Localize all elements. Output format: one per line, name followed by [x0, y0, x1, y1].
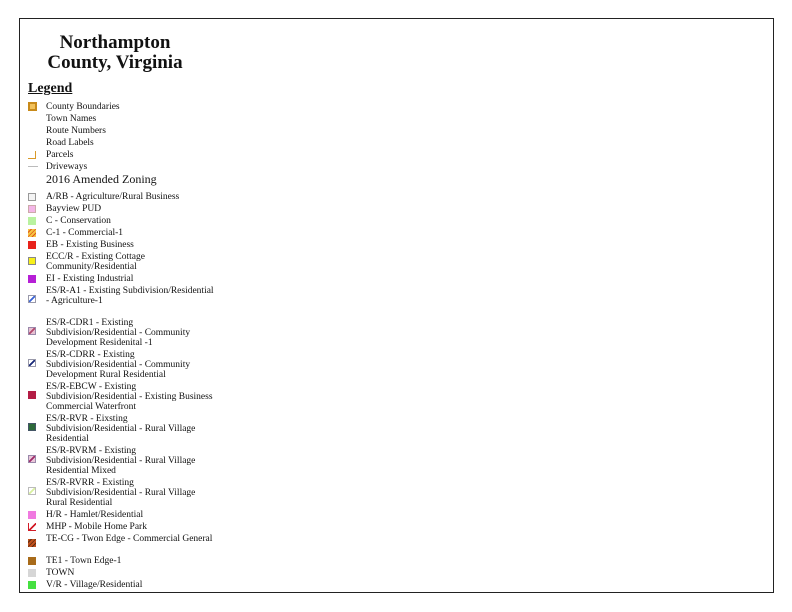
zoning-swatch [28, 229, 36, 237]
title-line-1: Northampton [59, 32, 171, 53]
zoning-swatch [28, 241, 36, 249]
zoning-swatch [28, 327, 36, 335]
zoning-swatch [28, 275, 36, 283]
zoning-swatch [28, 257, 36, 265]
zoning-swatch [28, 511, 36, 519]
zoning-swatch [28, 487, 36, 495]
zoning-swatch [28, 359, 36, 367]
county-boundary-icon [28, 102, 37, 111]
map-title [30, 33, 200, 73]
zoning-swatch [28, 217, 36, 225]
title-line-2: County, Virginia [47, 52, 183, 73]
zoning-swatch [28, 295, 36, 303]
zoning-swatch [28, 423, 36, 431]
zoning-swatch [28, 391, 36, 399]
parcel-icon [28, 151, 36, 159]
zoning-swatch [28, 205, 36, 213]
legend-heading: Legend [28, 81, 73, 96]
zoning-swatch [28, 193, 36, 201]
zoning-swatch [28, 581, 36, 589]
zoning-swatch [28, 455, 36, 463]
zoning-swatch [28, 569, 36, 577]
zoning-swatch [28, 523, 36, 531]
zoning-swatch [28, 539, 36, 547]
zoning-swatch [28, 557, 36, 565]
driveway-icon [28, 166, 38, 167]
